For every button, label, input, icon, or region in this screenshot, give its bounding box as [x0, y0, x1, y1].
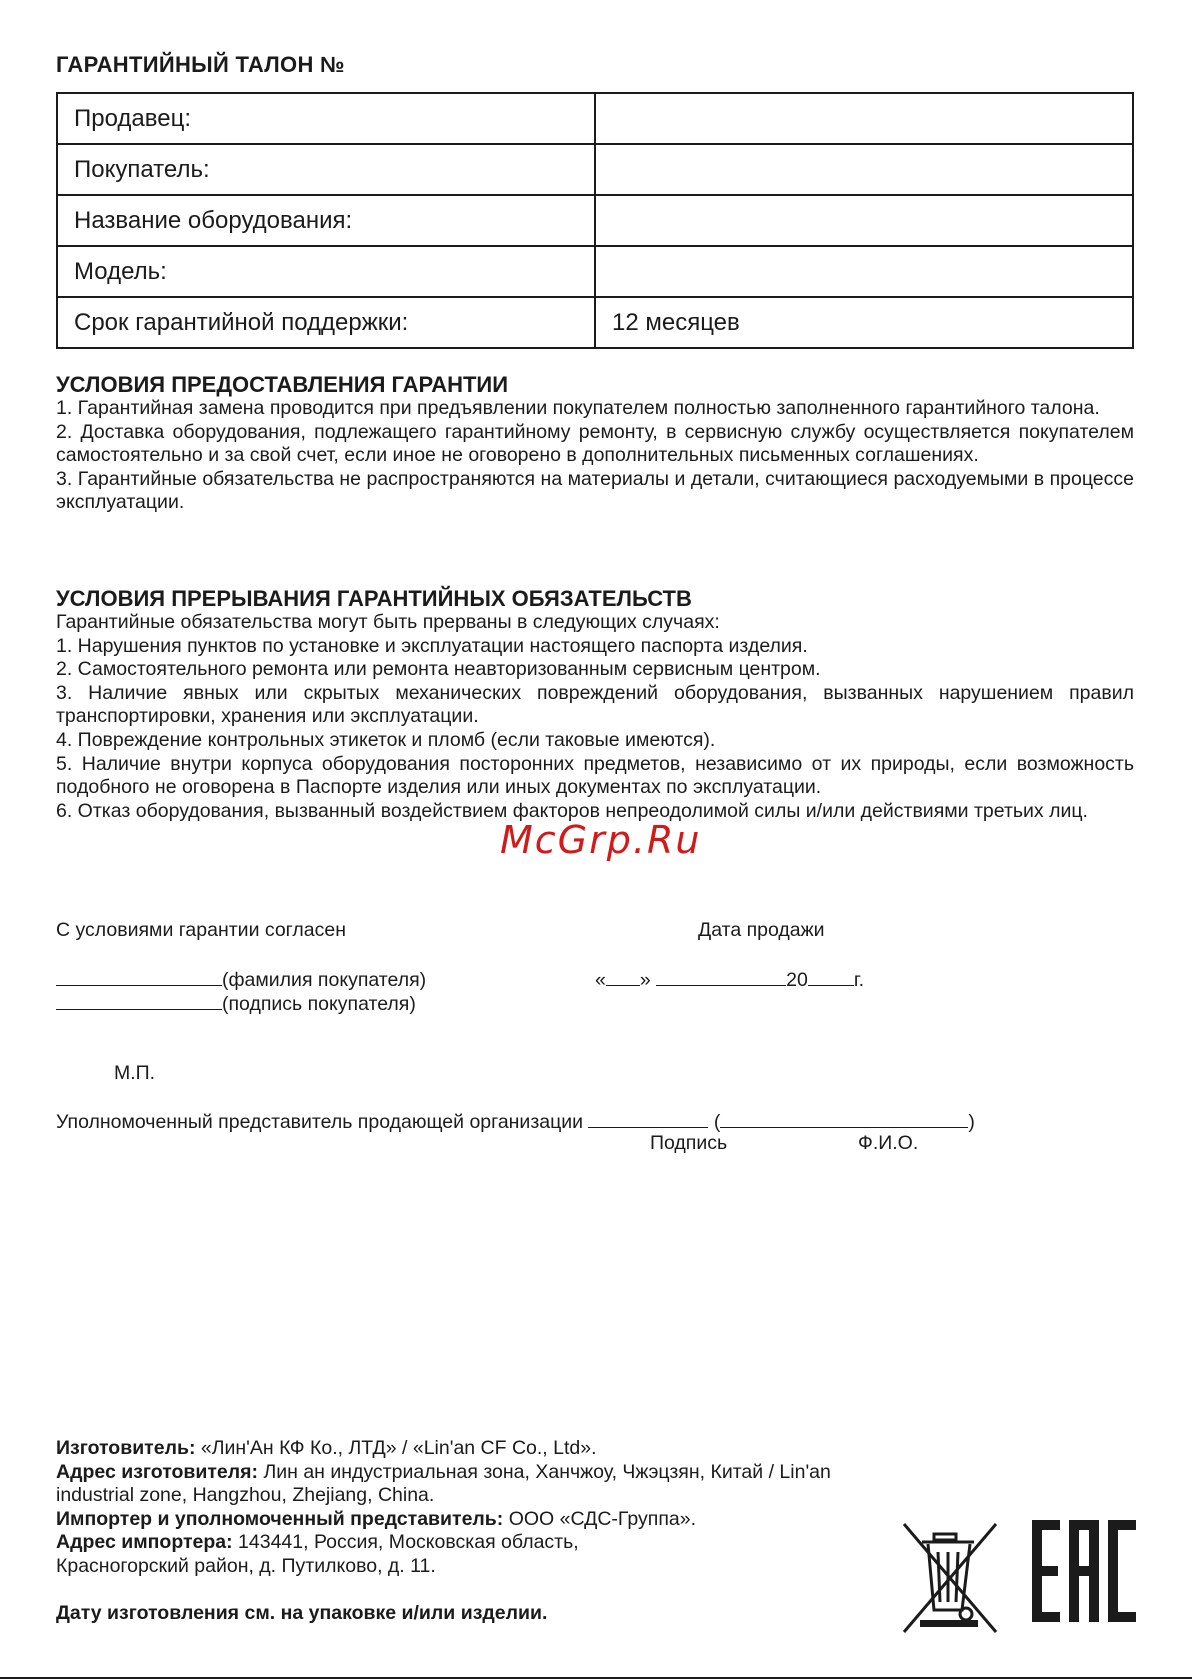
warranty-info-table [56, 92, 1134, 349]
manufacturer-value: «Лин'Ан КФ Ко., ЛТД» / «Lin'an CF Co., Ltd». [200, 1437, 597, 1459]
fio-caption: Ф.И.О. [858, 1132, 919, 1154]
table-row [57, 144, 1133, 195]
eac-mark-icon [1032, 1520, 1136, 1622]
termination-item: 3. Наличие явных или скрытых механических повреждений оборудования, вызванных нарушением правил транспортировки, хранения или эксплуатации. [56, 681, 1134, 728]
sale-date-label: Дата продажи [698, 919, 825, 941]
manufacturer-line [56, 1437, 856, 1461]
paren-open: ( [713, 1111, 721, 1133]
manufacturer-address-value: Лин ан индустриальная зона, Ханчжоу, Чжэцзян, Китай / Lin'an industrial zone, Hangzhou, Zhejiang, China. [56, 1460, 831, 1507]
termination-item: 4. Повреждение контрольных этикеток и пломб (если таковые имеются). [56, 728, 716, 751]
manufacturer-address-label: Адрес изготовителя: [56, 1460, 259, 1483]
buyer-value [595, 144, 1133, 195]
warranty-period-value: 12 месяцев [595, 297, 1133, 348]
condition-item: 3. Гарантийные обязательства не распространяются на материалы и детали, считающиеся расходуемыми в процессе эксплуатации. [56, 467, 1134, 514]
page-title: ГАРАНТИЙНЫЙ ТАЛОН № [56, 52, 345, 77]
termination-intro: Гарантийные обязательства могут быть прерваны в следующих случаях: [56, 611, 720, 633]
importer-line [56, 1508, 856, 1532]
month-blank[interactable] [656, 967, 786, 986]
condition-item: 1. Гарантийная замена проводится при предъявлении покупателем полностью заполненного гарантийного талона. [56, 397, 1100, 419]
model-value [595, 246, 1133, 297]
model-label: Модель: [57, 246, 595, 297]
year-suffix: г. [853, 969, 864, 991]
representative-sign-blank[interactable] [588, 1109, 708, 1128]
manufacturer-label: Изготовитель: [56, 1437, 196, 1459]
seller-value [595, 93, 1133, 144]
table-row [57, 93, 1133, 144]
buyer-sign-caption: (подпись покупателя) [222, 993, 416, 1015]
seller-label: Продавец: [57, 93, 595, 144]
day-blank[interactable] [606, 967, 640, 986]
termination-item: 1. Нарушения пунктов по установке и эксплуатации настоящего паспорта изделия. [56, 634, 808, 657]
buyer-label: Покупатель: [57, 144, 595, 195]
warranty-conditions-section [56, 372, 1134, 515]
date-quote-close: » [639, 969, 651, 991]
agree-text: С условиями гарантии согласен [56, 919, 346, 941]
buyer-name-caption: (фамилия покупателя) [222, 969, 427, 991]
warranty-conditions-heading: УСЛОВИЯ ПРЕДОСТАВЛЕНИЯ ГАРАНТИИ [56, 372, 509, 397]
importer-address-label: Адрес импортера: [56, 1531, 233, 1554]
paren-close: ) [968, 1111, 975, 1133]
buyer-name-line [56, 967, 426, 992]
equipment-name-value [595, 195, 1133, 246]
buyer-sign-line [56, 991, 416, 1016]
termination-heading: УСЛОВИЯ ПРЕРЫВАНИЯ ГАРАНТИЙНЫХ ОБЯЗАТЕЛЬСТВ [56, 586, 692, 611]
table-row [57, 246, 1133, 297]
representative-fio-blank[interactable] [720, 1109, 968, 1128]
importer-address-line [56, 1531, 856, 1555]
year-blank[interactable] [808, 967, 854, 986]
representative-label: Уполномоченный представитель продающей организации [56, 1111, 584, 1133]
manufacturer-address-line [56, 1461, 846, 1508]
termination-item: 6. Отказ оборудования, вызванный воздействием факторов непреодолимой силы и/или действиями третьих лиц. [56, 799, 1088, 822]
table-row [57, 297, 1133, 348]
table-row [57, 195, 1133, 246]
watermark-text: McGrp.Ru [500, 818, 702, 862]
manufacture-date-note: Дату изготовления см. на упаковке и/или изделии. [56, 1601, 548, 1624]
warranty-period-label: Срок гарантийной поддержки: [57, 297, 595, 348]
importer-value: ООО «СДС-Группа». [508, 1507, 696, 1530]
manufacturer-info [56, 1437, 856, 1625]
sale-date-fields [595, 967, 864, 992]
importer-label: Импортер и уполномоченный представитель: [56, 1507, 504, 1530]
termination-item: 2. Самостоятельного ремонта или ремонта неавторизованным сервисным центром. [56, 658, 821, 681]
representative-line [56, 1109, 975, 1134]
stamp-placeholder: М.П. [114, 1062, 156, 1084]
year-prefix: 20 [786, 969, 808, 991]
date-quote-open: « [595, 969, 606, 991]
equipment-name-label: Название оборудования: [57, 195, 595, 246]
buyer-name-blank[interactable] [56, 967, 222, 986]
buyer-sign-blank[interactable] [56, 991, 222, 1010]
importer-address-line-2: Красногорский район, д. Путилково, д. 11. [56, 1554, 436, 1577]
importer-address-value: 143441, Россия, Московская область, [238, 1531, 579, 1554]
condition-item: 2. Доставка оборудования, подлежащего гарантийному ремонту, в сервисную службу осуществляется покупателем самостоятельно и за свой счет, если иное не оговорено в дополнительных письменных соглашениях. [56, 420, 1134, 467]
termination-item: 5. Наличие внутри корпуса оборудования посторонних предметов, независимо от их природы, если возможность подобного не оговорена в Паспорте изделия или иных документах по эксплуатации. [56, 752, 1134, 799]
sign-caption: Подпись [650, 1132, 728, 1154]
termination-section [56, 586, 1134, 823]
weee-crossed-bin-icon [900, 1520, 1000, 1635]
